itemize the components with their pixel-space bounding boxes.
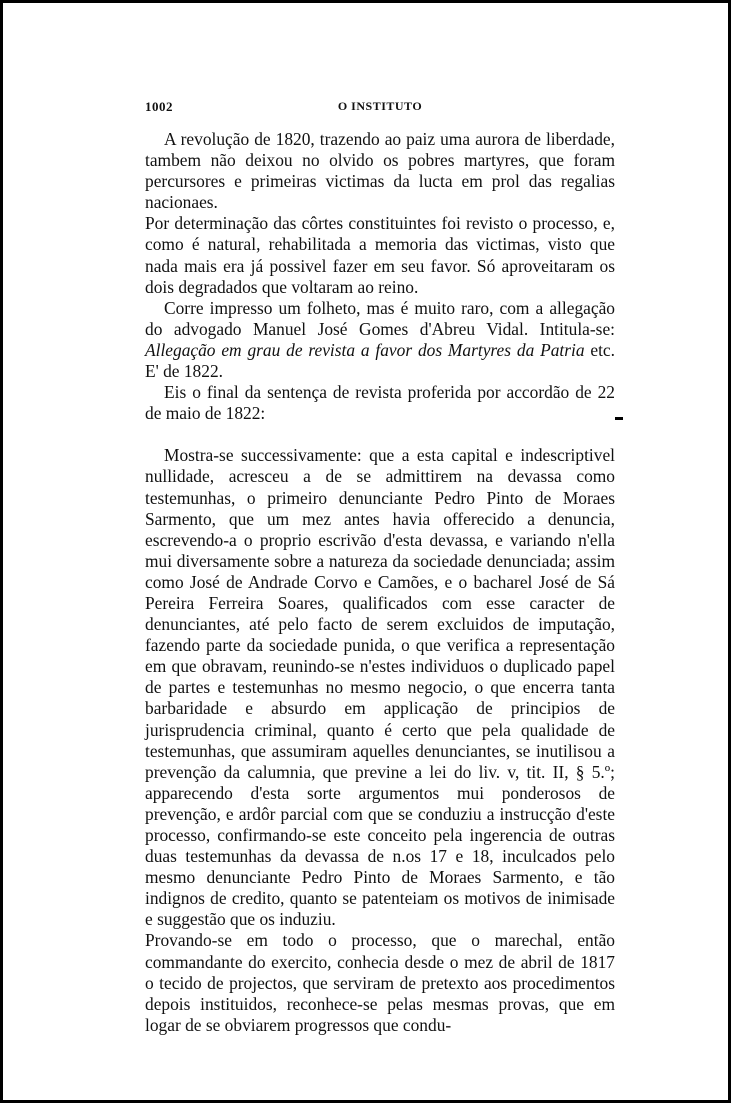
paragraph-provando-se: Provando-se em todo o processo, que o marechal, então commandante do exercito, conhecia desde o mez de abril de 1817 o tecido de projectos, que serviram de pretexto aos procedimentos depois instituidos, reconhece-se pelas mesmas provas, que em logar de se obviarem progressos que condu- [145, 930, 615, 1035]
paragraph-folheto [145, 298, 615, 382]
running-head [145, 95, 615, 117]
folheto-text-end: etc. E' de 1822. [145, 339, 615, 382]
body-text [145, 129, 615, 1036]
margin-mark [615, 417, 623, 420]
document-page [145, 95, 615, 1036]
page-number: 1002 [145, 99, 173, 114]
paragraph-revolucao: A revolução de 1820, trazendo ao paiz uma aurora de liberdade, tambem não deixou no olvido os pobres martyres, que foram percursores e primeiras victimas da lucta em prol das regalias nacionaes. [145, 129, 615, 213]
folheto-text-start: Corre impresso um folheto, mas é muito raro, com a allegação do advogado Manuel José Gomes d'Abreu Vidal. Intitula-se: [145, 297, 615, 339]
paragraph-mostra-se: Mostra-se successivamente: que a esta capital e indescriptivel nullidade, acresceu a de se admittirem na devassa como testemunhas, o primeiro denunciante Pedro Pinto de Moraes Sarmento, que um mez antes havia offerecido a denuncia, escrevendo-a o proprio escrivão d'esta devassa, e variando n'ella mui diversamente sobre a natureza da sociedade denunciada; assim como José de Andrade Corvo e Camões, e o bacharel José de Sá Pereira Ferreira Soares, qualificados com esse caracter de denunciantes, até pelo facto de serem excluidos de imputação, fazendo parte da sociedade punida, o que verifica a representação em que obravam, reunindo-se n'estes individuos o duplicado papel de partes e testemunhas no mesmo negocio, o que encerra tanta barbaridade e absurdo em applicação de principios de jurisprudencia criminal, quanto é certo que pela qualidade de testemunhas, que assumiram aquelles denunciantes, se inutilisou a prevenção da calumnia, que previne a lei do liv. v, tit. II, § 5.º; apparecendo d'esta sorte argumentos mui ponderosos de prevenção, e ardôr parcial com que se conduziu a instrucção d'este processo, confirmando-se este conceito pela ingerencia de outras duas testemunhas da devassa de n.os 17 e 18, inculcados pelo mesmo denunciante Pedro Pinto de Moraes Sarmento, e tão indignos de credito, quanto se patenteiam os motivos de inimisade e suggestão que os induziu. [145, 445, 615, 930]
paragraph-cortes: Por determinação das côrtes constituintes foi revisto o processo, e, como é natural, rehabilitada a memoria das victimas, visto que nada mais era já possivel fazer em seu favor. Só aproveitaram os dois degradados que voltaram ao reino. [145, 213, 615, 297]
journal-title: O INSTITUTO [337, 99, 423, 113]
folheto-title: Allegação em grau de revista a favor dos Martyres da Patria [145, 339, 585, 360]
paragraph-sentenca-intro: Eis o final da sentença de revista proferida por accordão de 22 de maio de 1822: [145, 382, 615, 424]
